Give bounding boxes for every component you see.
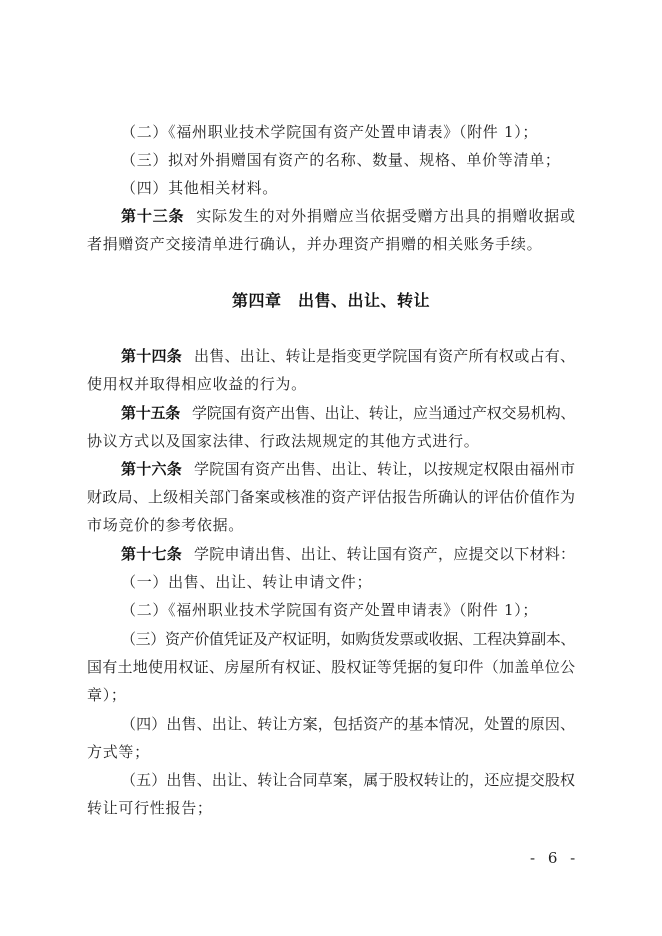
list-item: （四）出售、出让、转让方案，包括资产的基本情况，处置的原因、 [121,715,575,733]
article-label: 第十五条 [121,404,180,422]
article-17 [121,540,575,568]
article-text: 实际发生的对外捐赠应当依据受赠方出具的捐赠收据或 [196,207,575,225]
list-item: （三）资产价值凭证及产权证明，如购货发票或收据、工程决算副本、 [121,630,575,648]
paragraph-line: 章）； [87,686,127,704]
article-text: 学院国有资产出售、出让、转让，应当通过产权交易机构、 [191,404,575,422]
article-15 [121,399,575,427]
article-14 [121,342,575,370]
article-16 [121,455,575,483]
paragraph-line: 使用权并取得相应收益的行为。 [87,375,307,393]
list-item: （二）《福州职业技术学院国有资产处置申请表》（附件 1）； [121,123,539,141]
article-text: 学院申请出售、出让、转让国有资产，应提交以下材料： [194,545,575,563]
page-number: - 6 - [530,849,580,867]
article-label: 第十三条 [121,207,185,225]
paragraph-line: 转让可行性报告； [87,799,213,817]
list-item: （一）出售、出让、转让申请文件； [121,573,373,591]
chapter-heading: 第四章 出售、出让、转让 [231,291,430,310]
article-label: 第十六条 [121,460,182,478]
paragraph-line: 市场竞价的参考依据。 [87,516,245,534]
paragraph-line: 协议方式以及国家法律、行政法规规定的其他方式进行。 [87,432,480,450]
article-label: 第十四条 [121,347,182,365]
paragraph-line: 方式等； [87,743,150,761]
list-item: （四）其他相关材料。 [121,179,279,197]
list-item: （二）《福州职业技术学院国有资产处置申请表》（附件 1）； [121,601,539,619]
article-text: 出售、出让、转让是指变更学院国有资产所有权或占有、 [194,347,575,365]
article-13 [121,202,575,230]
article-label: 第十七条 [121,545,182,563]
paragraph-line: 财政局、上级相关部门备案或核准的资产评估报告所确认的评估价值作为 [87,488,575,506]
paragraph-line: 国有土地使用权证、房屋所有权证、股权证等凭据的复印件（加盖单位公 [87,658,575,676]
article-text: 学院国有资产出售、出让、转让，以按规定权限由福州市 [194,460,575,478]
list-item: （五）出售、出让、转让合同草案，属于股权转让的，还应提交股权 [121,771,575,789]
list-item: （三）拟对外捐赠国有资产的名称、数量、规格、单价等清单； [121,151,561,169]
paragraph-line: 者捐赠资产交接清单进行确认，并办理资产捐赠的相关账务手续。 [87,235,543,253]
